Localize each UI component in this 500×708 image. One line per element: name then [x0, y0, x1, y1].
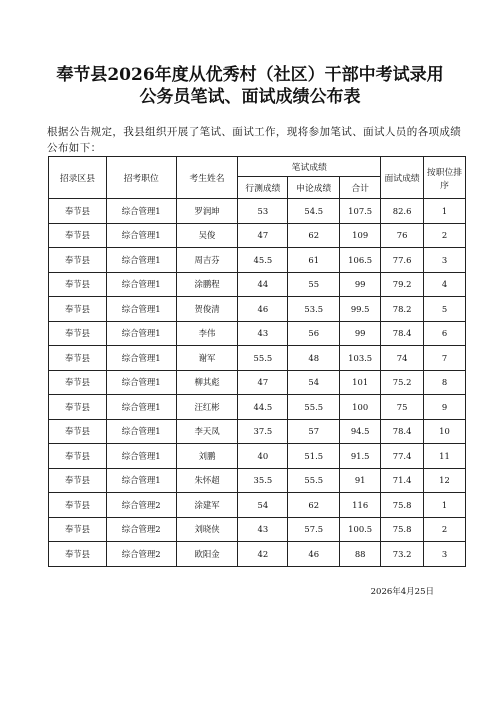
cell-name: 柳其彪 — [176, 370, 238, 395]
cell-rank: 12 — [424, 468, 466, 493]
table-row — [49, 248, 466, 273]
header-xingce: 行测成绩 — [238, 177, 288, 199]
cell-name: 罗润坤 — [176, 199, 238, 224]
cell-name: 贺俊清 — [176, 297, 238, 322]
intro-text: 根据公告规定，我县组织开展了笔试、面试工作，现将参加笔试、面试人员的各项成绩公布如下： — [47, 126, 462, 154]
cell-position: 综合管理1 — [106, 444, 176, 469]
table-row — [49, 370, 466, 395]
cell-region: 奉节县 — [49, 346, 107, 371]
cell-region: 奉节县 — [49, 223, 107, 248]
cell-region: 奉节县 — [49, 493, 107, 518]
cell-position: 综合管理1 — [106, 272, 176, 297]
header-region: 招录区县 — [49, 157, 107, 199]
cell-total: 109 — [340, 223, 381, 248]
cell-xingce: 47 — [238, 223, 288, 248]
cell-shenlun: 51.5 — [288, 444, 340, 469]
cell-interview: 75.8 — [381, 517, 424, 542]
cell-total: 94.5 — [340, 419, 381, 444]
cell-interview: 75.2 — [381, 370, 424, 395]
cell-name: 李天凤 — [176, 419, 238, 444]
cell-rank: 6 — [424, 321, 466, 346]
header-name: 考生姓名 — [176, 157, 238, 199]
cell-interview: 78.4 — [381, 419, 424, 444]
cell-shenlun: 55.5 — [288, 468, 340, 493]
cell-xingce: 43 — [238, 517, 288, 542]
scores-table — [48, 156, 466, 567]
cell-xingce: 54 — [238, 493, 288, 518]
cell-position: 综合管理1 — [106, 248, 176, 273]
cell-xingce: 53 — [238, 199, 288, 224]
cell-name: 涂建军 — [176, 493, 238, 518]
cell-xingce: 55.5 — [238, 346, 288, 371]
cell-xingce: 43 — [238, 321, 288, 346]
cell-rank: 10 — [424, 419, 466, 444]
cell-xingce: 47 — [238, 370, 288, 395]
cell-name: 欧阳金 — [176, 542, 238, 567]
cell-interview: 78.4 — [381, 321, 424, 346]
cell-position: 综合管理1 — [106, 321, 176, 346]
cell-shenlun: 55.5 — [288, 395, 340, 420]
cell-interview: 82.6 — [381, 199, 424, 224]
table-row — [49, 419, 466, 444]
table-row — [49, 444, 466, 469]
header-written: 笔试成绩 — [238, 157, 381, 177]
cell-shenlun: 55 — [288, 272, 340, 297]
cell-position: 综合管理1 — [106, 468, 176, 493]
cell-shenlun: 57 — [288, 419, 340, 444]
cell-position: 综合管理1 — [106, 370, 176, 395]
cell-interview: 75.8 — [381, 493, 424, 518]
cell-xingce: 37.5 — [238, 419, 288, 444]
cell-name: 周吉芬 — [176, 248, 238, 273]
cell-rank: 5 — [424, 297, 466, 322]
cell-shenlun: 48 — [288, 346, 340, 371]
table-row — [49, 297, 466, 322]
cell-shenlun: 54.5 — [288, 199, 340, 224]
cell-position: 综合管理2 — [106, 493, 176, 518]
cell-region: 奉节县 — [49, 419, 107, 444]
table-row — [49, 272, 466, 297]
cell-region: 奉节县 — [49, 248, 107, 273]
cell-rank: 2 — [424, 517, 466, 542]
cell-shenlun: 62 — [288, 493, 340, 518]
cell-name: 谢军 — [176, 346, 238, 371]
cell-total: 106.5 — [340, 248, 381, 273]
table-row — [49, 395, 466, 420]
cell-total: 103.5 — [340, 346, 381, 371]
cell-region: 奉节县 — [49, 199, 107, 224]
table-row — [49, 542, 466, 567]
cell-shenlun: 46 — [288, 542, 340, 567]
cell-name: 刘晓侠 — [176, 517, 238, 542]
cell-name: 刘鹏 — [176, 444, 238, 469]
cell-region: 奉节县 — [49, 517, 107, 542]
cell-rank: 8 — [424, 370, 466, 395]
cell-rank: 7 — [424, 346, 466, 371]
header-total: 合计 — [340, 177, 381, 199]
cell-position: 综合管理1 — [106, 346, 176, 371]
cell-position: 综合管理2 — [106, 517, 176, 542]
publish-date: 2026年4月25日 — [370, 587, 434, 597]
cell-name: 朱怀超 — [176, 468, 238, 493]
cell-xingce: 42 — [238, 542, 288, 567]
table-body — [49, 199, 466, 567]
cell-interview: 77.4 — [381, 444, 424, 469]
table-row — [49, 346, 466, 371]
cell-interview: 73.2 — [381, 542, 424, 567]
cell-shenlun: 54 — [288, 370, 340, 395]
table-row — [49, 468, 466, 493]
cell-position: 综合管理1 — [106, 297, 176, 322]
cell-rank: 2 — [424, 223, 466, 248]
cell-total: 100.5 — [340, 517, 381, 542]
cell-xingce: 35.5 — [238, 468, 288, 493]
cell-total: 99 — [340, 321, 381, 346]
title-line-1: 奉节县2026年度从优秀村（社区）干部中考试录用 — [56, 65, 444, 85]
header-shenlun: 申论成绩 — [288, 177, 340, 199]
cell-region: 奉节县 — [49, 370, 107, 395]
cell-interview: 74 — [381, 346, 424, 371]
cell-interview: 78.2 — [381, 297, 424, 322]
header-position: 招考职位 — [106, 157, 176, 199]
cell-interview: 76 — [381, 223, 424, 248]
intro-paragraph — [47, 124, 467, 156]
table-row — [49, 517, 466, 542]
header-row-1 — [49, 157, 466, 177]
table-row — [49, 493, 466, 518]
cell-position: 综合管理1 — [106, 223, 176, 248]
cell-interview: 71.4 — [381, 468, 424, 493]
cell-total: 91 — [340, 468, 381, 493]
cell-region: 奉节县 — [49, 468, 107, 493]
cell-total: 88 — [340, 542, 381, 567]
cell-name: 汪红彬 — [176, 395, 238, 420]
cell-position: 综合管理2 — [106, 542, 176, 567]
cell-rank: 4 — [424, 272, 466, 297]
cell-region: 奉节县 — [49, 444, 107, 469]
table-row — [49, 321, 466, 346]
cell-xingce: 40 — [238, 444, 288, 469]
cell-total: 99.5 — [340, 297, 381, 322]
cell-xingce: 45.5 — [238, 248, 288, 273]
cell-shenlun: 56 — [288, 321, 340, 346]
cell-position: 综合管理1 — [106, 419, 176, 444]
cell-position: 综合管理1 — [106, 199, 176, 224]
cell-total: 101 — [340, 370, 381, 395]
cell-region: 奉节县 — [49, 395, 107, 420]
cell-xingce: 44 — [238, 272, 288, 297]
title-line-2: 公务员笔试、面试成绩公布表 — [139, 87, 361, 107]
document-title — [20, 64, 480, 108]
cell-name: 涂鹏程 — [176, 272, 238, 297]
table-row — [49, 223, 466, 248]
cell-shenlun: 62 — [288, 223, 340, 248]
cell-xingce: 44.5 — [238, 395, 288, 420]
cell-region: 奉节县 — [49, 542, 107, 567]
cell-total: 99 — [340, 272, 381, 297]
cell-region: 奉节县 — [49, 297, 107, 322]
cell-total: 91.5 — [340, 444, 381, 469]
cell-interview: 79.2 — [381, 272, 424, 297]
cell-rank: 1 — [424, 493, 466, 518]
cell-name: 吴俊 — [176, 223, 238, 248]
cell-total: 100 — [340, 395, 381, 420]
table-row — [49, 199, 466, 224]
cell-total: 116 — [340, 493, 381, 518]
cell-region: 奉节县 — [49, 321, 107, 346]
cell-interview: 75 — [381, 395, 424, 420]
cell-total: 107.5 — [340, 199, 381, 224]
cell-shenlun: 53.5 — [288, 297, 340, 322]
cell-interview: 77.6 — [381, 248, 424, 273]
cell-shenlun: 61 — [288, 248, 340, 273]
cell-rank: 1 — [424, 199, 466, 224]
cell-position: 综合管理1 — [106, 395, 176, 420]
cell-rank: 11 — [424, 444, 466, 469]
cell-rank: 9 — [424, 395, 466, 420]
header-rank: 按职位排序 — [424, 157, 466, 199]
cell-region: 奉节县 — [49, 272, 107, 297]
cell-shenlun: 57.5 — [288, 517, 340, 542]
cell-rank: 3 — [424, 542, 466, 567]
header-interview: 面试成绩 — [381, 157, 424, 199]
cell-xingce: 46 — [238, 297, 288, 322]
cell-rank: 3 — [424, 248, 466, 273]
cell-name: 李伟 — [176, 321, 238, 346]
